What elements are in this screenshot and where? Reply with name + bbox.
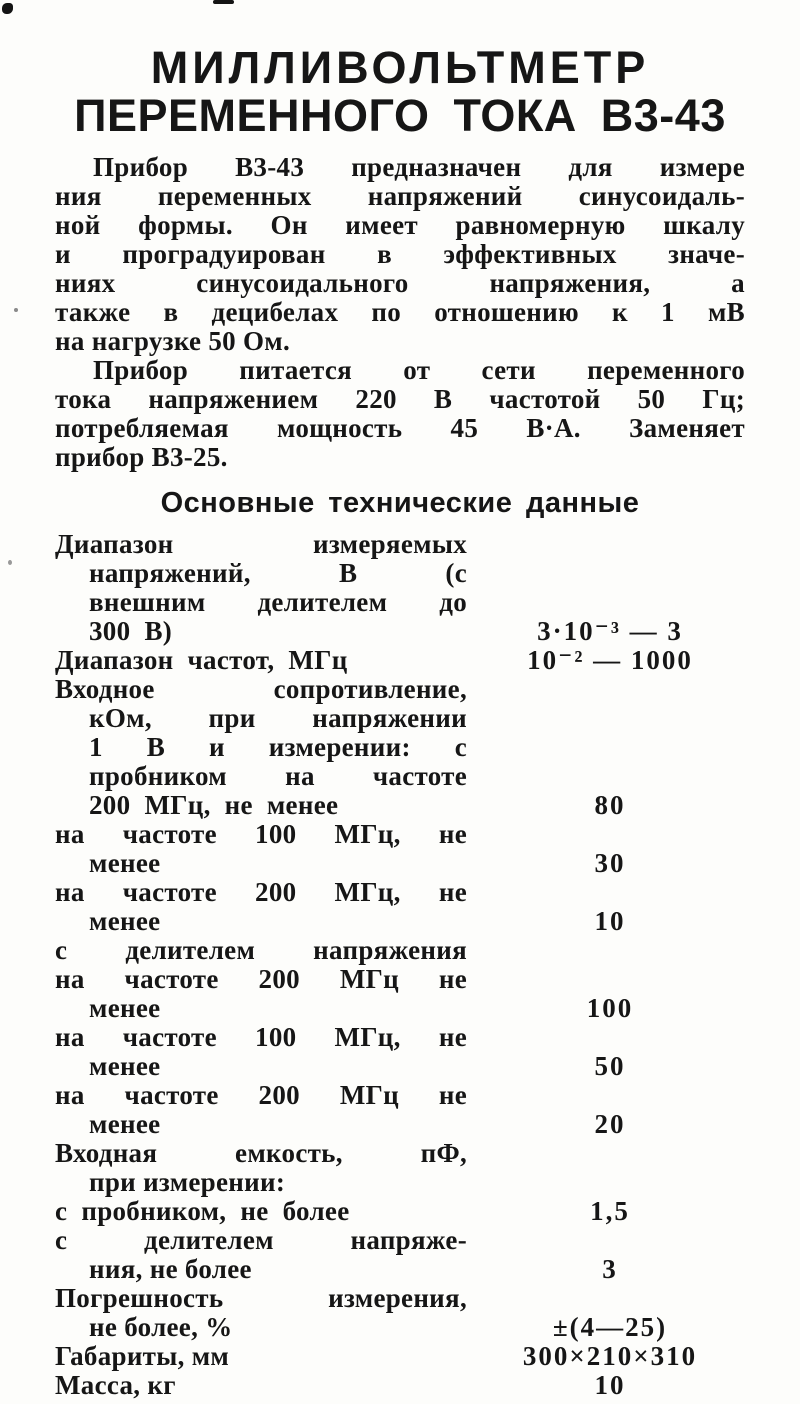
spec-label-line: Входная емкость, пФ, <box>55 1138 467 1168</box>
section-heading: Основные технические данные <box>160 487 640 519</box>
paragraph-line: Прибор В3-43 предназначен для измере <box>93 152 745 182</box>
spec-label <box>55 1284 467 1342</box>
spec-label <box>55 1342 467 1371</box>
scan-artifact <box>213 0 234 4</box>
spec-table <box>55 530 745 1400</box>
spec-label <box>55 1197 467 1226</box>
page-title <box>55 44 745 140</box>
intro-paragraph-1 <box>55 153 745 356</box>
paragraph-line: прибор В3-25. <box>55 442 228 472</box>
spec-label-line: менее <box>89 1051 161 1081</box>
spec-label-line: пробником на частоте <box>89 761 467 791</box>
spec-row <box>55 1197 745 1226</box>
spec-row <box>55 1139 745 1197</box>
spec-label-line: кОм, при напряжении <box>89 703 467 733</box>
intro-text <box>55 153 745 472</box>
spec-label-line: с делителем напряжения <box>55 935 467 965</box>
spec-label-line: менее <box>89 848 161 878</box>
spec-label <box>55 936 467 965</box>
spec-label <box>55 965 467 1023</box>
spec-label <box>55 675 467 820</box>
paragraph-line: и проградуирован в эффективных значе- <box>55 239 745 269</box>
spec-row <box>55 1226 745 1284</box>
scan-artifact <box>14 308 18 312</box>
paragraph-line: на нагрузке 50 Ом. <box>55 326 291 356</box>
spec-label <box>55 878 467 936</box>
spec-value: 10 <box>594 1370 626 1400</box>
spec-value: 20 <box>594 1109 626 1139</box>
spec-value: 30 <box>594 848 626 878</box>
spec-row <box>55 965 745 1023</box>
spec-row <box>55 530 745 646</box>
spec-label-line: внешним делителем до <box>89 587 467 617</box>
spec-value: 10 <box>594 906 626 936</box>
scan-artifact <box>8 560 12 565</box>
spec-label-line: менее <box>89 993 161 1023</box>
spec-label-line: не более, % <box>89 1312 233 1342</box>
spec-label <box>55 530 467 646</box>
spec-row <box>55 646 745 675</box>
spec-label <box>55 646 467 675</box>
scan-artifact <box>2 3 13 14</box>
spec-label-line: 1 В и измерении: с <box>89 732 467 762</box>
spec-label-line: 200 МГц, не менее <box>89 790 339 820</box>
spec-row <box>55 1342 745 1371</box>
intro-paragraph-2 <box>55 356 745 472</box>
spec-row <box>55 1371 745 1400</box>
spec-row <box>55 1023 745 1081</box>
spec-label-line: на частоте 200 МГц, не <box>55 877 467 907</box>
spec-row <box>55 1284 745 1342</box>
spec-value: 300×210×310 <box>522 1341 698 1371</box>
paragraph-line: Прибор питается от сети переменного <box>93 355 745 385</box>
spec-value: 10⁻² — 1000 <box>527 645 693 675</box>
spec-label <box>55 1371 467 1400</box>
page-title-line-2: ПЕРЕМЕННОГО ТОКА В3-43 <box>74 90 726 141</box>
spec-label <box>55 1023 467 1081</box>
spec-label <box>55 1081 467 1139</box>
paragraph-line: тока напряжением 220 В частотой 50 Гц; <box>55 384 745 414</box>
spec-label-line: на частоте 200 МГц не <box>55 964 467 994</box>
spec-label-line: при измерении: <box>89 1167 286 1197</box>
spec-label-line: Входное сопротивление, <box>55 674 467 704</box>
spec-label <box>55 1139 467 1197</box>
spec-label <box>55 820 467 878</box>
spec-label-line: на частоте 200 МГц не <box>55 1080 467 1110</box>
spec-label-line: Погрешность измерения, <box>55 1283 467 1313</box>
page-title-line-1: МИЛЛИВОЛЬТМЕТР <box>150 42 650 93</box>
spec-label-line: на частоте 100 МГц, не <box>55 1022 467 1052</box>
spec-label-line: менее <box>89 1109 161 1139</box>
spec-value: 3 <box>602 1254 618 1284</box>
spec-label-line: Масса, кг <box>55 1370 176 1400</box>
spec-value: ±(4—25) <box>552 1312 668 1342</box>
spec-label-line: Диапазон измеряемых <box>55 529 467 559</box>
paragraph-line: ной формы. Он имеет равномерную шкалу <box>55 210 745 240</box>
spec-label-line: на частоте 100 МГц, не <box>55 819 467 849</box>
spec-label-line: 300 В) <box>89 616 173 646</box>
spec-row <box>55 820 745 878</box>
paragraph-line: потребляемая мощность 45 В·А. Заменяет <box>55 413 745 443</box>
spec-label-line: с делителем напряже- <box>55 1225 467 1255</box>
spec-label-line: Габариты, мм <box>55 1341 230 1371</box>
paragraph-line: ниях синусоидального напряжения, а <box>55 268 745 298</box>
spec-label-line: менее <box>89 906 161 936</box>
spec-row <box>55 878 745 936</box>
spec-value: 3·10⁻³ — 3 <box>537 616 683 646</box>
paragraph-line: также в децибелах по отношению к 1 мВ <box>55 297 745 327</box>
spec-value: 1,5 <box>590 1196 630 1226</box>
spec-label-line: напряжений, В (с <box>89 558 467 588</box>
spec-label-line: Диапазон частот, МГц <box>55 645 348 675</box>
spec-label <box>55 1226 467 1284</box>
spec-row <box>55 936 745 965</box>
spec-value: 50 <box>594 1051 626 1081</box>
paragraph-line: ния переменных напряжений синусоидаль- <box>55 181 745 211</box>
spec-row <box>55 1081 745 1139</box>
spec-label-line: ния, не более <box>89 1254 252 1284</box>
spec-row <box>55 675 745 820</box>
spec-value: 100 <box>586 993 634 1023</box>
spec-value: 80 <box>594 790 626 820</box>
spec-label-line: с пробником, не более <box>55 1196 350 1226</box>
